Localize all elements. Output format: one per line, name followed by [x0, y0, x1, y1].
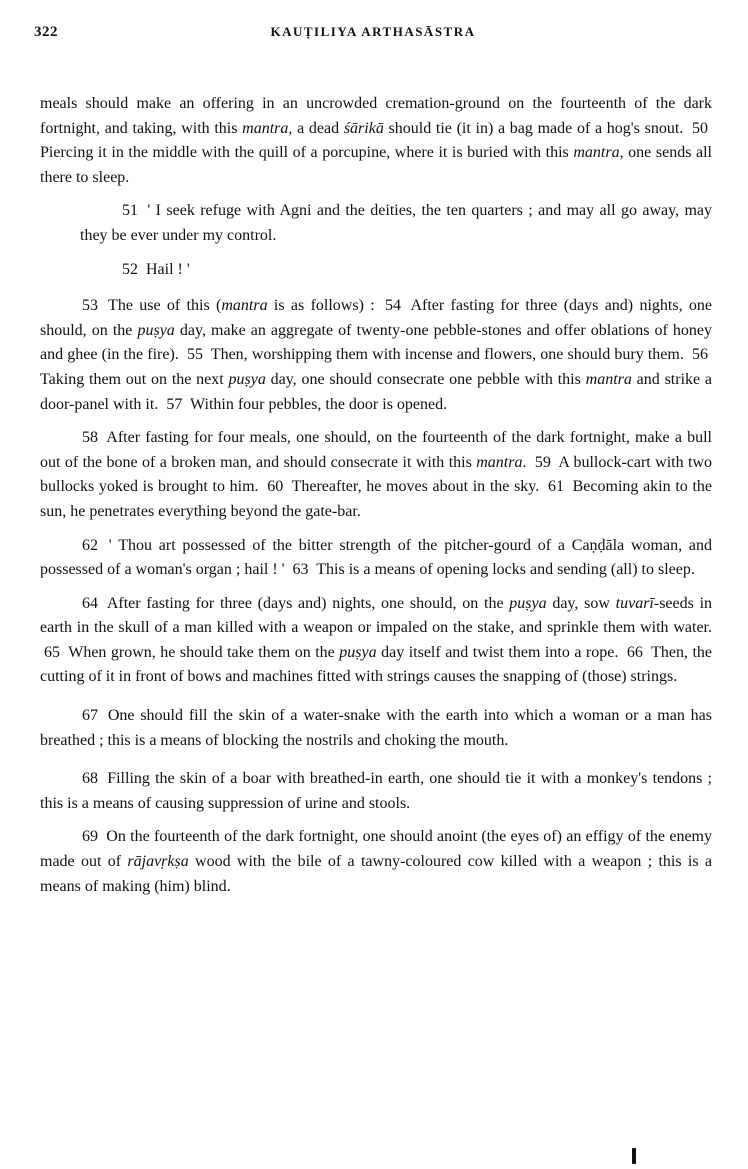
text-run: Filling the skin of a boar with breathed-in earth, one should tie it with a monkey's tendons ; this is a means of causing suppression of urine and stools. [40, 770, 712, 812]
italic-term: mantra [585, 370, 632, 388]
section-number: 54 [385, 297, 402, 315]
margin-mark [632, 1148, 636, 1164]
text-run: , one sends all there to sleep. [40, 144, 712, 186]
body-text [40, 92, 712, 908]
italic-term: mantra [573, 144, 620, 162]
text-run: day, make an aggregate of twenty-one pebble-stones and offer oblations of honey and ghee (in the fire). [40, 321, 713, 364]
paragraph [80, 258, 712, 283]
paragraph [40, 825, 712, 899]
italic-term: puṣya [339, 643, 377, 661]
text-run: Hail ! ' [142, 260, 190, 278]
text-run: When grown, he should take them on the [64, 643, 340, 661]
text-run: Within four pebbles, the door is opened. [186, 395, 448, 413]
italic-term: mantra [221, 297, 268, 315]
text-run: wood with the bile of a tawny-coloured cow killed with a weapon ; this is a means of making (him) blind. [40, 853, 713, 895]
text-run: Then, worshipping them with incense and flowers, one should bury them. [206, 346, 688, 364]
section-number: 68 [82, 770, 98, 788]
section-number: 52 [122, 260, 138, 278]
section-number: 60 [267, 478, 284, 496]
section-number: 57 [166, 395, 183, 413]
italic-term: puṣya [509, 594, 547, 612]
text-run: Piercing it in the middle with the quill of a porcupine, where it is buried with this [40, 144, 574, 162]
text-run: day, one should consecrate one pebble with this [265, 370, 586, 388]
italic-term: mantra [476, 453, 523, 471]
paragraph [40, 92, 712, 190]
text-run: day, sow [546, 594, 616, 612]
section-number: 58 [82, 429, 98, 447]
paragraph [40, 294, 712, 417]
text-run: After fasting for four meals, one should, on the fourteenth of the dark fortnight, make a bull out of the bone of a broken man, and should consecrate it with this [40, 429, 712, 471]
text-run: One should fill the skin of a water-snake with the earth into which a woman or a man has breathed ; this is a means of blocking the nostrils and choking the mouth. [40, 707, 712, 749]
section-number: 50 [692, 119, 708, 137]
section-number: 66 [626, 643, 643, 661]
section-number: 61 [547, 478, 564, 496]
section-number: 67 [82, 707, 98, 725]
text-run: Thereafter, he moves about in the sky. [287, 478, 544, 496]
paragraph [40, 767, 712, 816]
text-run: should tie (it in) a bag made of a hog's snout. [383, 119, 688, 137]
section-number: 65 [44, 643, 60, 661]
text-run: is as follows) : [267, 297, 382, 315]
page-number: 322 [34, 24, 58, 40]
text-run: Taking them out on the next [40, 370, 229, 388]
section-number: 62 [82, 536, 98, 554]
italic-term: mantra [242, 119, 289, 137]
text-run: meals should make an offering in an uncrowded cremation-ground on the fourteenth of the dark fortnight, and taking, with this [40, 95, 712, 137]
paragraph [40, 534, 712, 583]
paragraph [40, 704, 712, 753]
section-number: 59 [534, 453, 551, 471]
text-run: A bullock-cart with two bullocks yoked is brought to him. [40, 453, 713, 496]
section-number: 51 [122, 202, 138, 220]
text-run: , a dead [288, 119, 344, 137]
paragraph [40, 426, 712, 524]
paragraph [40, 592, 712, 690]
text-run: and strike a door-panel with it. [40, 370, 713, 413]
text-run: Then, the cutting of it in front of bows and machines fitted with strings causes the snapping of (those) strings. [40, 643, 712, 686]
text-run: The use of this ( [102, 297, 222, 315]
text-run: Becoming akin to the sun, he penetrates everything beyond the gate-bar. [40, 478, 712, 520]
running-title: KAUṬILIYA ARTHASĀSTRA [270, 24, 476, 39]
section-number: 56 [692, 346, 708, 364]
text-run: . [522, 453, 531, 471]
italic-term: tuvarī [615, 594, 654, 612]
text-run: On the fourteenth of the dark fortnight, one should anoint (the eyes of) an effigy of the enemy made out of [40, 828, 712, 871]
italic-term: puṣya [137, 321, 175, 339]
text-run: ' Thou art possessed of the bitter strength of the pitcher-gourd of a Caṇḍāla woman, and possessed of a woman's organ ; hail ! ' [40, 536, 712, 579]
text-run: After fasting for three (days and) nights, one should, on the [102, 594, 510, 612]
section-number: 64 [82, 594, 98, 612]
italic-term: puṣya [228, 370, 266, 388]
text-run: -seeds in earth in the skull of a man killed with a weapon or impaled on the stake, and sprinkle them with water. [40, 594, 713, 637]
section-number: 53 [82, 297, 98, 315]
text-run: day itself and twist them into a rope. [376, 643, 623, 661]
text-run: After fasting for three (days and) nights, one should, on the [40, 297, 713, 339]
page-header [34, 24, 712, 44]
paragraph [80, 199, 712, 248]
section-number: 55 [186, 346, 203, 364]
section-number: 69 [82, 828, 98, 846]
italic-term: rājavṛkṣa [127, 853, 189, 871]
text-run: ' I seek refuge with Agni and the deities, the ten quarters ; and may all go away, may they be ever under my control. [80, 202, 712, 244]
text-run: This is a means of opening locks and sending (all) to sleep. [312, 561, 695, 579]
italic-term: śārikā [343, 119, 384, 137]
section-number: 63 [292, 561, 309, 579]
